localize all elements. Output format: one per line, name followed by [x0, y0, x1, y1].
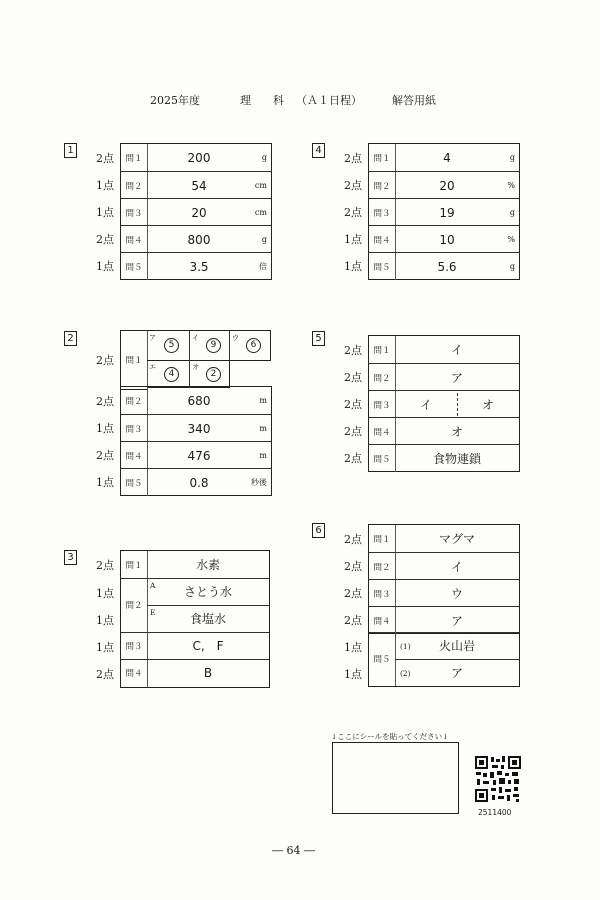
- answer-label-i: イ: [192, 334, 199, 342]
- unit-label: cm: [254, 181, 267, 190]
- question-label: 問５: [369, 253, 396, 280]
- answer-text: 680: [187, 393, 211, 408]
- answer-text: ウ: [450, 587, 463, 601]
- question-label: 問５: [369, 445, 396, 472]
- points-label: 2点: [344, 343, 362, 357]
- question-label: 問３: [369, 391, 396, 418]
- points-label: 2点: [96, 559, 114, 572]
- qr-code-icon: [474, 755, 522, 803]
- subpart-label: (1): [400, 642, 411, 651]
- question-label: 問１: [369, 525, 396, 552]
- table-row: [121, 198, 271, 226]
- answer-text: 20: [191, 205, 207, 220]
- answer-text: 476: [187, 448, 211, 463]
- header-subject: 理 科: [240, 94, 284, 107]
- answer-text: イ: [450, 560, 463, 574]
- unit-label: g: [509, 208, 515, 217]
- answer-label-u: ウ: [232, 334, 239, 342]
- question-label: 問２: [121, 387, 148, 414]
- question-label: 問２: [369, 553, 396, 580]
- table-row: [369, 225, 519, 253]
- seal-instruction: ↓ここにシールを貼ってください↓: [331, 732, 449, 741]
- answer-text: オ: [481, 398, 494, 412]
- points-label: 2点: [344, 451, 362, 465]
- s5-table: [368, 335, 520, 472]
- s4-table: [368, 143, 520, 280]
- subpart-label: E: [150, 608, 156, 617]
- circled-answer-o: 2: [206, 367, 221, 382]
- unit-label: %: [507, 181, 515, 190]
- points-label: 2点: [96, 668, 114, 681]
- code-id: 2511400: [478, 808, 512, 817]
- unit-label: g: [509, 153, 515, 162]
- section-3-number: 3: [64, 550, 77, 565]
- table-row: [369, 444, 519, 472]
- section-3-table: [120, 550, 270, 688]
- unit-label: m: [259, 424, 267, 433]
- unit-label: 秒後: [251, 478, 267, 487]
- answer-text: 10: [439, 232, 455, 247]
- answer-text: 食塩水: [189, 612, 226, 626]
- points-label: 2点: [344, 397, 362, 411]
- answer-text: ア: [450, 666, 463, 680]
- question-label: 問４: [369, 607, 396, 634]
- points-label: 2点: [96, 232, 114, 246]
- unit-label: m: [259, 451, 267, 460]
- question-label: 問２: [121, 172, 148, 199]
- answer-text: オ: [450, 425, 463, 439]
- answer-text: ア: [450, 371, 463, 385]
- question-label: 問１: [369, 144, 396, 171]
- points-label: 1点: [96, 587, 114, 600]
- question-label: 問３: [125, 641, 143, 652]
- table-row: [121, 468, 271, 496]
- points-label: 1点: [96, 205, 114, 219]
- answer-label-a: ア: [149, 334, 156, 342]
- header-session: （Ａ１日程）: [296, 94, 362, 107]
- circled-answer-i: 9: [206, 338, 221, 353]
- answer-text: 3.5: [189, 259, 209, 274]
- table-row: [121, 387, 271, 414]
- unit-label: g: [509, 262, 515, 271]
- answer-label-e: エ: [149, 363, 156, 371]
- answer-text: 19: [439, 205, 455, 220]
- table-row: [369, 525, 519, 552]
- points-label: 1点: [96, 421, 114, 435]
- answer-text: 4: [443, 150, 451, 165]
- answer-text: 水素: [195, 558, 220, 572]
- question-label: 問４: [125, 669, 143, 679]
- s2-table: [120, 386, 272, 496]
- answer-text: 200: [187, 150, 211, 165]
- answer-text: C, F: [192, 639, 224, 653]
- answer-text: マグマ: [438, 532, 475, 546]
- question-label: 問１: [121, 144, 148, 171]
- points-label: 1点: [96, 178, 114, 192]
- question-label: 問３: [369, 580, 396, 607]
- points-label: 1点: [96, 641, 114, 654]
- section-6-q5-box: [368, 632, 520, 687]
- points-label: 2点: [344, 151, 362, 165]
- question-label: 問１: [369, 336, 396, 363]
- answer-text: さとう水: [183, 585, 232, 599]
- s1-table: [120, 143, 272, 280]
- points-label: 2点: [96, 151, 114, 165]
- answer-text: 54: [191, 178, 207, 193]
- question-label: 問２: [369, 172, 396, 199]
- answer-text: ア: [450, 614, 463, 628]
- table-row: [369, 144, 519, 171]
- answer-text: 食物連鎖: [432, 452, 481, 466]
- points-label: 2点: [344, 424, 362, 438]
- seal-box: [332, 742, 459, 814]
- answer-label-o: オ: [192, 363, 199, 371]
- answer-text: イ: [419, 398, 432, 412]
- table-row: [369, 252, 519, 280]
- table-row: [121, 414, 271, 442]
- question-label: 問４: [121, 226, 148, 253]
- table-row: [121, 171, 271, 199]
- table-row: [369, 606, 519, 634]
- subpart-label: A: [150, 581, 156, 590]
- points-label: 1点: [344, 259, 362, 273]
- answer-text: 5.6: [437, 259, 457, 274]
- answer-text: 340: [187, 421, 211, 436]
- unit-label: cm: [254, 208, 267, 217]
- answer-text: イ: [450, 343, 463, 357]
- header-sheet-title: 解答用紙: [392, 94, 436, 107]
- question-label: 問４: [121, 442, 148, 469]
- table-row: [369, 336, 519, 363]
- points-label: 1点: [96, 614, 114, 627]
- circled-answer-e: 4: [164, 367, 179, 382]
- points-label: 1点: [344, 232, 362, 246]
- answer-text: 20: [439, 178, 455, 193]
- points-label: 2点: [96, 394, 114, 408]
- table-row: [369, 171, 519, 199]
- points-label: 2点: [344, 178, 362, 192]
- points-label: 2点: [96, 354, 114, 367]
- question-label: 問２: [125, 601, 143, 611]
- table-row: [369, 579, 519, 607]
- table-row: [121, 441, 271, 469]
- points-label: 2点: [344, 586, 362, 600]
- question-label: 問５: [121, 253, 148, 280]
- question-label: 問５: [121, 469, 148, 496]
- section-2-number: 2: [64, 331, 77, 346]
- unit-label: %: [507, 235, 515, 244]
- points-label: 1点: [96, 475, 114, 489]
- question-label: 問４: [369, 418, 396, 445]
- section-4-number: 4: [312, 143, 325, 158]
- circled-answer-u: 6: [246, 338, 261, 353]
- points-label: 1点: [96, 259, 114, 273]
- table-row: [369, 417, 519, 445]
- question-label: 問４: [369, 226, 396, 253]
- question-label: 問５: [373, 655, 391, 665]
- table-row: [369, 390, 519, 418]
- unit-label: 倍: [259, 262, 267, 271]
- unit-label: g: [261, 235, 267, 244]
- points-label: 2点: [344, 613, 362, 627]
- table-row: [121, 252, 271, 280]
- answer-text: 火山岩: [438, 639, 475, 653]
- points-label: 2点: [344, 532, 362, 546]
- points-label: 2点: [96, 448, 114, 462]
- answer-text: 800: [187, 232, 211, 247]
- header-year: 2025年度: [150, 94, 200, 107]
- section-6-number: 6: [312, 523, 325, 538]
- answer-text: 0.8: [189, 475, 209, 490]
- question-label: 問２: [369, 364, 396, 391]
- answer-text: B: [203, 666, 213, 680]
- page-number: ― 64 ―: [272, 844, 315, 857]
- points-label: 2点: [344, 205, 362, 219]
- points-label: 1点: [344, 668, 362, 681]
- points-label: 2点: [344, 370, 362, 384]
- table-row: [369, 198, 519, 226]
- question-label: 問１: [120, 330, 148, 390]
- points-label: 2点: [344, 559, 362, 573]
- question-label: 問３: [121, 415, 148, 442]
- table-row: [121, 225, 271, 253]
- question-label: 問３: [369, 199, 396, 226]
- table-row: [121, 144, 271, 171]
- points-label: 1点: [344, 641, 362, 654]
- unit-label: g: [261, 153, 267, 162]
- unit-label: m: [259, 396, 267, 405]
- circled-answer-a: 5: [164, 338, 179, 353]
- question-label: 問１: [125, 560, 143, 571]
- section-2-q1-box: [120, 330, 270, 388]
- table-row: [369, 552, 519, 580]
- subpart-label: (2): [400, 669, 411, 678]
- s6-table: [368, 524, 520, 634]
- question-label: 問３: [121, 199, 148, 226]
- table-row: [369, 363, 519, 391]
- section-5-number: 5: [312, 331, 325, 346]
- section-1-number: 1: [64, 143, 77, 158]
